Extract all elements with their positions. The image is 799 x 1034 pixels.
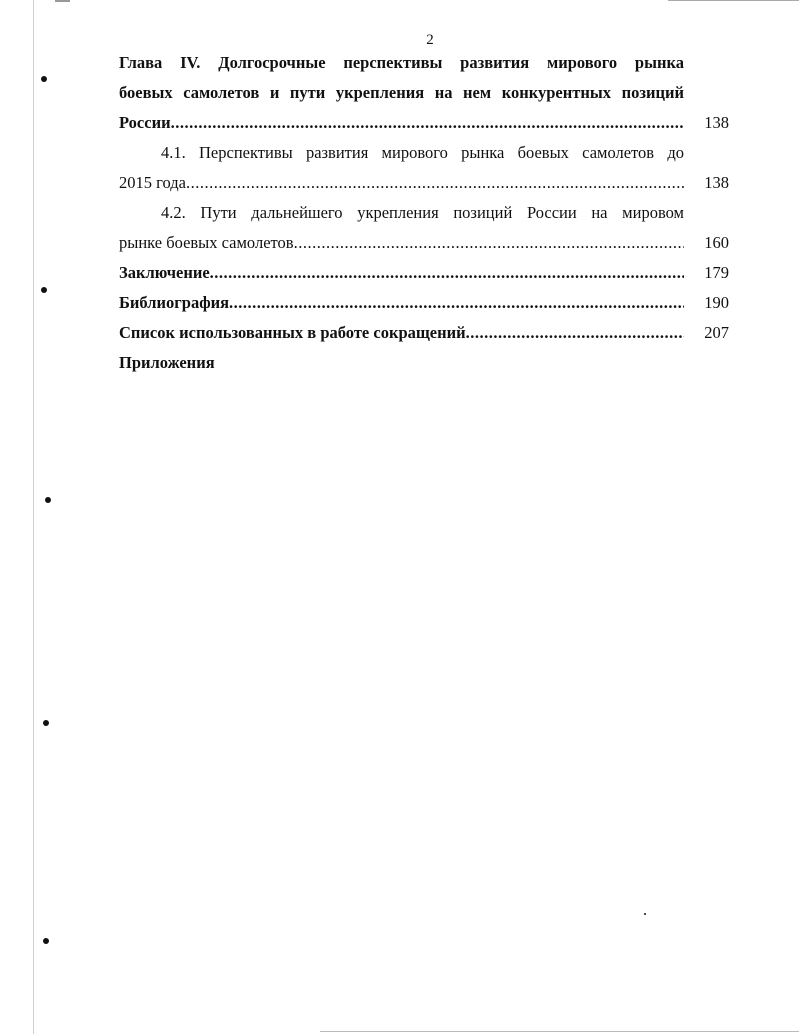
toc-page-number: 207	[704, 323, 729, 342]
toc-entry-text: Приложения	[119, 353, 215, 372]
toc-page-number: 138	[704, 173, 729, 192]
dot-leader	[171, 108, 684, 138]
scan-edge-top-right	[668, 0, 799, 1]
toc-entry-section-4-2[interactable]	[119, 198, 729, 258]
punch-hole-mark-1	[41, 76, 47, 82]
scan-edge-bottom	[320, 1031, 799, 1032]
toc-entry-chapter-4[interactable]	[119, 48, 729, 138]
toc-page-number: 190	[704, 293, 729, 312]
toc-entry-text: рынке боевых самолетов	[119, 233, 294, 252]
toc-entry-bibliography[interactable]	[119, 288, 729, 318]
toc-entry-appendices[interactable]	[119, 348, 729, 378]
toc-entry-text: 2015 года	[119, 173, 186, 192]
punch-hole-mark-4	[43, 720, 49, 726]
punch-hole-mark-2	[41, 287, 47, 293]
toc-entry-conclusion[interactable]	[119, 258, 729, 288]
toc-entry-text: Глава IV. Долгосрочные перспективы развития мирового рынка	[119, 53, 684, 72]
toc-entry-abbreviations[interactable]	[119, 318, 729, 348]
scan-edge-left	[33, 0, 34, 1034]
toc-entry-text: боевых самолетов и пути укрепления на нем конкурентных позиций	[119, 83, 684, 102]
scan-edge-top-left	[55, 0, 70, 2]
speck	[644, 913, 646, 915]
dot-leader	[466, 318, 684, 348]
dot-leader	[229, 288, 684, 318]
dot-leader	[210, 258, 684, 288]
toc-page-number: 179	[704, 263, 729, 282]
dot-leader	[294, 228, 684, 258]
toc-entry-text: Список использованных в работе сокращений	[119, 323, 466, 342]
punch-hole-mark-5	[43, 938, 49, 944]
page-number: 2	[426, 32, 434, 48]
toc-entry-text: 4.1. Перспективы развития мирового рынка боевых самолетов до	[161, 143, 684, 162]
punch-hole-mark-3	[45, 497, 51, 503]
toc-entry-text: Заключение	[119, 263, 210, 282]
toc-entry-text: России	[119, 113, 171, 132]
toc-entry-text: Библиография	[119, 293, 230, 312]
toc-page-number: 138	[704, 113, 729, 132]
toc-page-number: 160	[704, 233, 729, 252]
table-of-contents	[119, 48, 729, 378]
toc-entry-section-4-1[interactable]	[119, 138, 729, 198]
toc-entry-text: 4.2. Пути дальнейшего укрепления позиций России на мировом	[161, 203, 684, 222]
dot-leader	[186, 168, 684, 198]
